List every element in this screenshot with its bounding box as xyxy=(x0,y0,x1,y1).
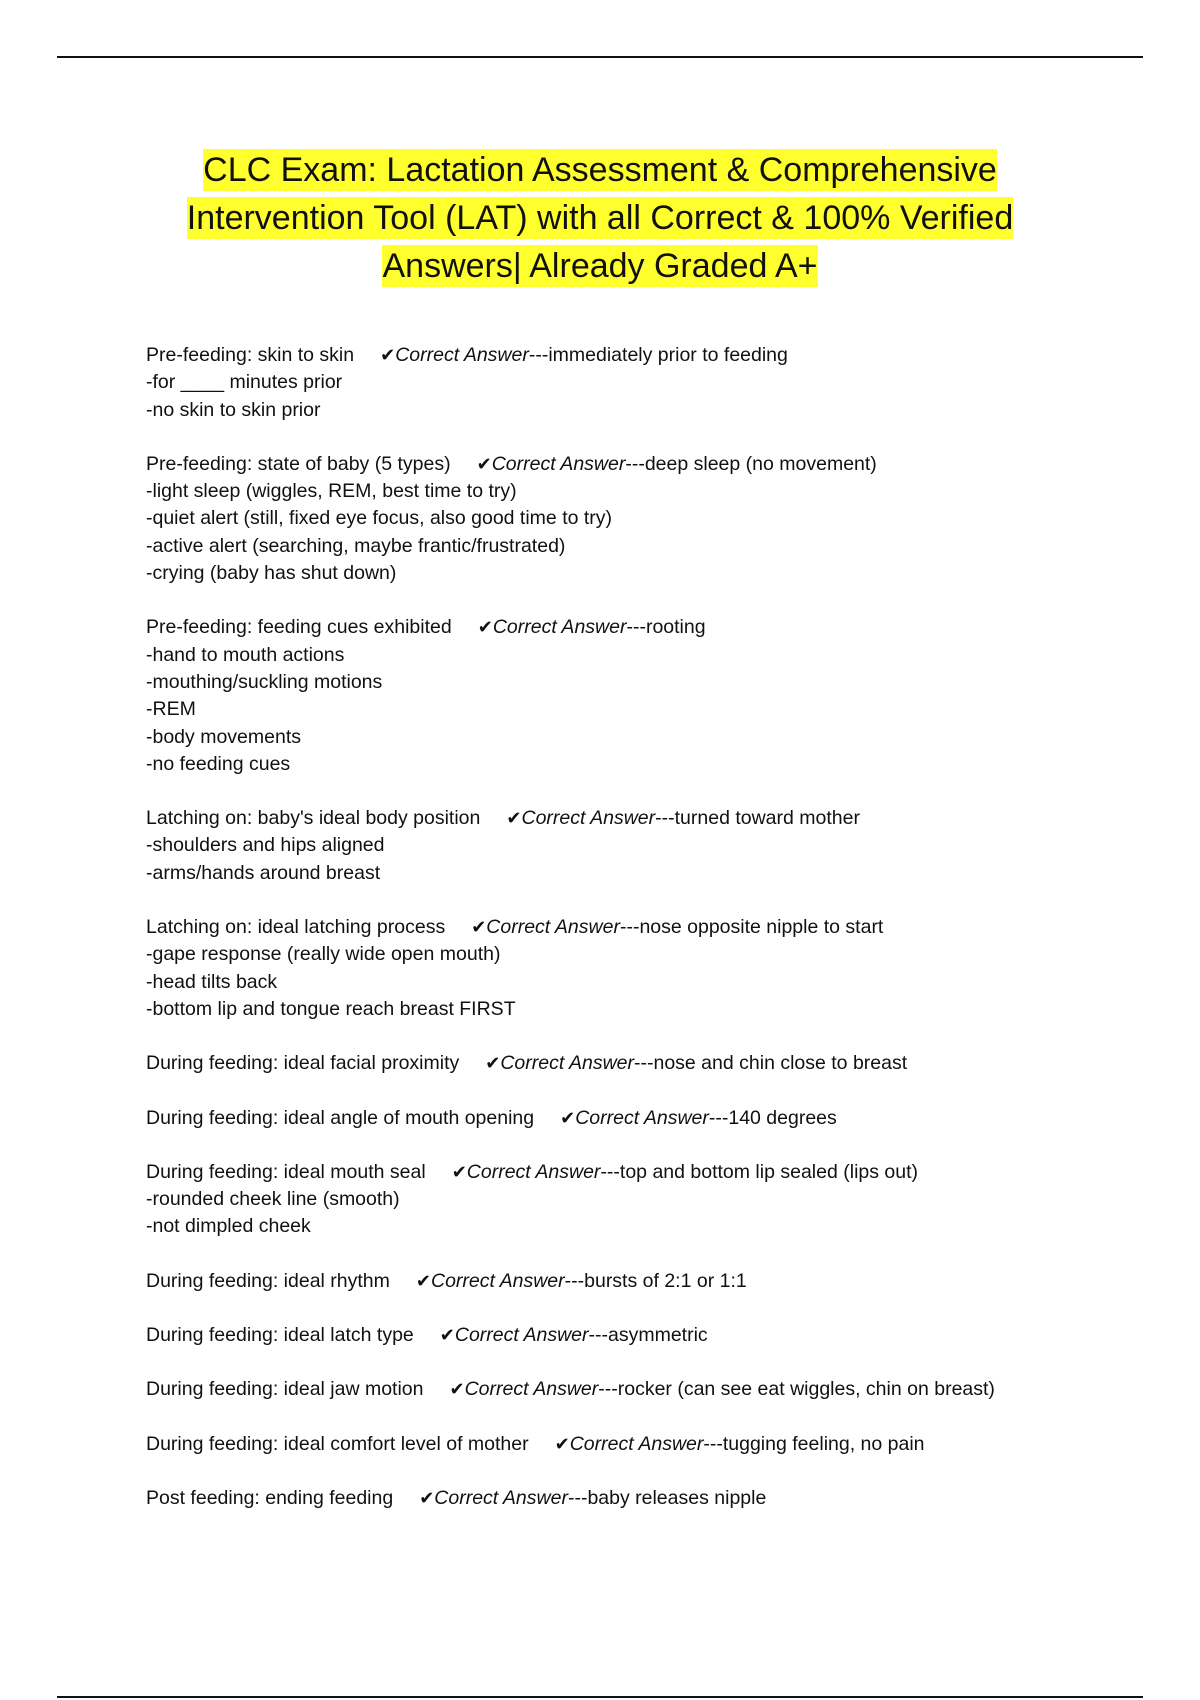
answer-prefix: --- xyxy=(703,1432,723,1455)
qa-item xyxy=(146,1431,1146,1458)
sub-point: -arms/hands around breast xyxy=(146,861,381,884)
title-line: Answers| Already Graded A+ xyxy=(382,247,818,285)
sub-point: -crying (baby has shut down) xyxy=(146,562,397,585)
question-text: During feeding: ideal facial proximity xyxy=(146,1052,460,1075)
qa-line xyxy=(146,451,1146,478)
answer-text: 140 degrees xyxy=(728,1106,837,1129)
sub-point: -shoulders and hips aligned xyxy=(146,834,385,857)
sub-point: -light sleep (wiggles, REM, best time to try) xyxy=(146,480,517,503)
check-mark-icon: ✔ xyxy=(554,1433,570,1455)
correct-answer-label: Correct Answer xyxy=(521,807,656,830)
sub-point: -bottom lip and tongue reach breast FIRST xyxy=(146,997,516,1020)
qa-item xyxy=(146,805,1146,887)
qa-line xyxy=(146,1376,1146,1403)
question-text: Pre-feeding: feeding cues exhibited xyxy=(146,616,452,639)
correct-answer-label: Correct Answer xyxy=(464,1378,599,1401)
check-mark-icon: ✔ xyxy=(477,617,493,639)
answer-prefix: --- xyxy=(588,1324,608,1347)
title-line: CLC Exam: Lactation Assessment & Comprehensive xyxy=(203,151,997,189)
qa-line xyxy=(146,342,1146,369)
answer-text: baby releases nipple xyxy=(587,1486,767,1509)
answer-text: nose and chin close to breast xyxy=(653,1052,908,1075)
qa-item xyxy=(146,1159,1146,1241)
qa-item xyxy=(146,914,1146,1023)
answer-text: rocker (can see eat wiggles, chin on breast) xyxy=(617,1378,995,1401)
correct-answer-label: Correct Answer xyxy=(430,1269,565,1292)
question-text: Post feeding: ending feeding xyxy=(146,1486,394,1509)
question-text: Latching on: ideal latching process xyxy=(146,916,446,939)
answer-prefix: --- xyxy=(655,807,675,830)
qa-list xyxy=(146,342,1146,1539)
answer-prefix: --- xyxy=(619,916,640,939)
qa-line xyxy=(146,614,1146,641)
qa-item xyxy=(146,1050,1146,1077)
answer-prefix: --- xyxy=(564,1269,585,1292)
answer-prefix: --- xyxy=(708,1106,729,1129)
check-mark-icon: ✔ xyxy=(471,917,487,939)
qa-line xyxy=(146,1105,1146,1132)
sub-point: -REM xyxy=(146,698,196,721)
qa-line xyxy=(146,1322,1146,1349)
sub-point: -quiet alert (still, fixed eye focus, also good time to try) xyxy=(146,507,613,530)
check-mark-icon: ✔ xyxy=(439,1325,455,1347)
answer-prefix: --- xyxy=(567,1486,588,1509)
correct-answer-label: Correct Answer xyxy=(491,452,626,475)
qa-item xyxy=(146,342,1146,424)
answer-prefix: --- xyxy=(598,1378,618,1401)
correct-answer-label: Correct Answer xyxy=(395,344,529,366)
answer-text: tugging feeling, no pain xyxy=(722,1432,925,1455)
qa-line xyxy=(146,1485,1146,1512)
correct-answer-label: Correct Answer xyxy=(466,1160,601,1183)
qa-line xyxy=(146,1431,1146,1458)
sub-point: -no feeding cues xyxy=(146,752,291,775)
sub-point: -body movements xyxy=(146,725,301,748)
title-line: Intervention Tool (LAT) with all Correct & 100% Verified xyxy=(186,199,1014,237)
check-mark-icon: ✔ xyxy=(415,1270,431,1292)
answer-prefix: --- xyxy=(528,344,549,366)
question-text: Pre-feeding: skin to skin xyxy=(146,344,355,366)
answer-text: asymmetric xyxy=(608,1324,708,1347)
question-text: During feeding: ideal comfort level of mother xyxy=(146,1432,529,1455)
correct-answer-label: Correct Answer xyxy=(454,1324,589,1347)
check-mark-icon: ✔ xyxy=(560,1107,576,1129)
qa-line xyxy=(146,805,1146,832)
check-mark-icon: ✔ xyxy=(485,1053,501,1075)
answer-text: bursts of 2:1 or 1:1 xyxy=(584,1269,747,1292)
answer-prefix: --- xyxy=(626,616,646,639)
answer-text: turned toward mother xyxy=(674,807,860,830)
qa-line xyxy=(146,1268,1146,1295)
correct-answer-label: Correct Answer xyxy=(486,916,620,939)
header-rule xyxy=(57,56,1143,58)
qa-line xyxy=(146,914,1146,941)
sub-point: -rounded cheek line (smooth) xyxy=(146,1188,400,1211)
answer-prefix: --- xyxy=(625,452,645,475)
correct-answer-label: Correct Answer xyxy=(500,1052,634,1075)
question-text: During feeding: ideal jaw motion xyxy=(146,1378,424,1401)
answer-prefix: --- xyxy=(634,1052,654,1075)
question-text: During feeding: ideal rhythm xyxy=(146,1269,390,1292)
answer-text: deep sleep (no movement) xyxy=(644,452,877,475)
qa-item xyxy=(146,1105,1146,1132)
answer-text: top and bottom lip sealed (lips out) xyxy=(619,1160,919,1183)
question-text: Latching on: baby's ideal body position xyxy=(146,807,481,830)
check-mark-icon: ✔ xyxy=(451,1161,467,1183)
qa-item xyxy=(146,1268,1146,1295)
qa-item xyxy=(146,1322,1146,1349)
question-text: Pre-feeding: state of baby (5 types) xyxy=(146,452,451,475)
answer-text: rooting xyxy=(645,616,706,639)
correct-answer-label: Correct Answer xyxy=(575,1106,709,1129)
correct-answer-label: Correct Answer xyxy=(434,1486,568,1509)
qa-item xyxy=(146,451,1146,587)
answer-text: immediately prior to feeding xyxy=(548,344,788,366)
qa-line xyxy=(146,1159,1146,1186)
qa-item xyxy=(146,614,1146,778)
question-text: During feeding: ideal mouth seal xyxy=(146,1160,426,1183)
document-title xyxy=(60,146,1140,290)
qa-line xyxy=(146,1050,1146,1077)
sub-point: -head tilts back xyxy=(146,970,278,993)
check-mark-icon: ✔ xyxy=(449,1379,465,1401)
check-mark-icon: ✔ xyxy=(476,453,492,475)
sub-point: -gape response (really wide open mouth) xyxy=(146,943,501,966)
check-mark-icon: ✔ xyxy=(506,808,522,830)
sub-point: -no skin to skin prior xyxy=(146,398,321,421)
sub-point: -for ____ minutes prior xyxy=(146,371,343,394)
qa-item xyxy=(146,1376,1146,1403)
question-text: During feeding: ideal angle of mouth opening xyxy=(146,1106,535,1129)
footer-rule xyxy=(57,1696,1143,1698)
check-mark-icon: ✔ xyxy=(380,345,396,366)
qa-item xyxy=(146,1485,1146,1512)
answer-text: nose opposite nipple to start xyxy=(639,916,884,939)
question-text: During feeding: ideal latch type xyxy=(146,1324,414,1347)
sub-point: -hand to mouth actions xyxy=(146,643,345,666)
correct-answer-label: Correct Answer xyxy=(569,1432,704,1455)
sub-point: -active alert (searching, maybe frantic/frustrated) xyxy=(146,534,566,557)
check-mark-icon: ✔ xyxy=(419,1487,435,1509)
sub-point: -mouthing/suckling motions xyxy=(146,670,383,693)
sub-point: -not dimpled cheek xyxy=(146,1215,311,1238)
answer-prefix: --- xyxy=(600,1160,620,1183)
correct-answer-label: Correct Answer xyxy=(492,616,627,639)
